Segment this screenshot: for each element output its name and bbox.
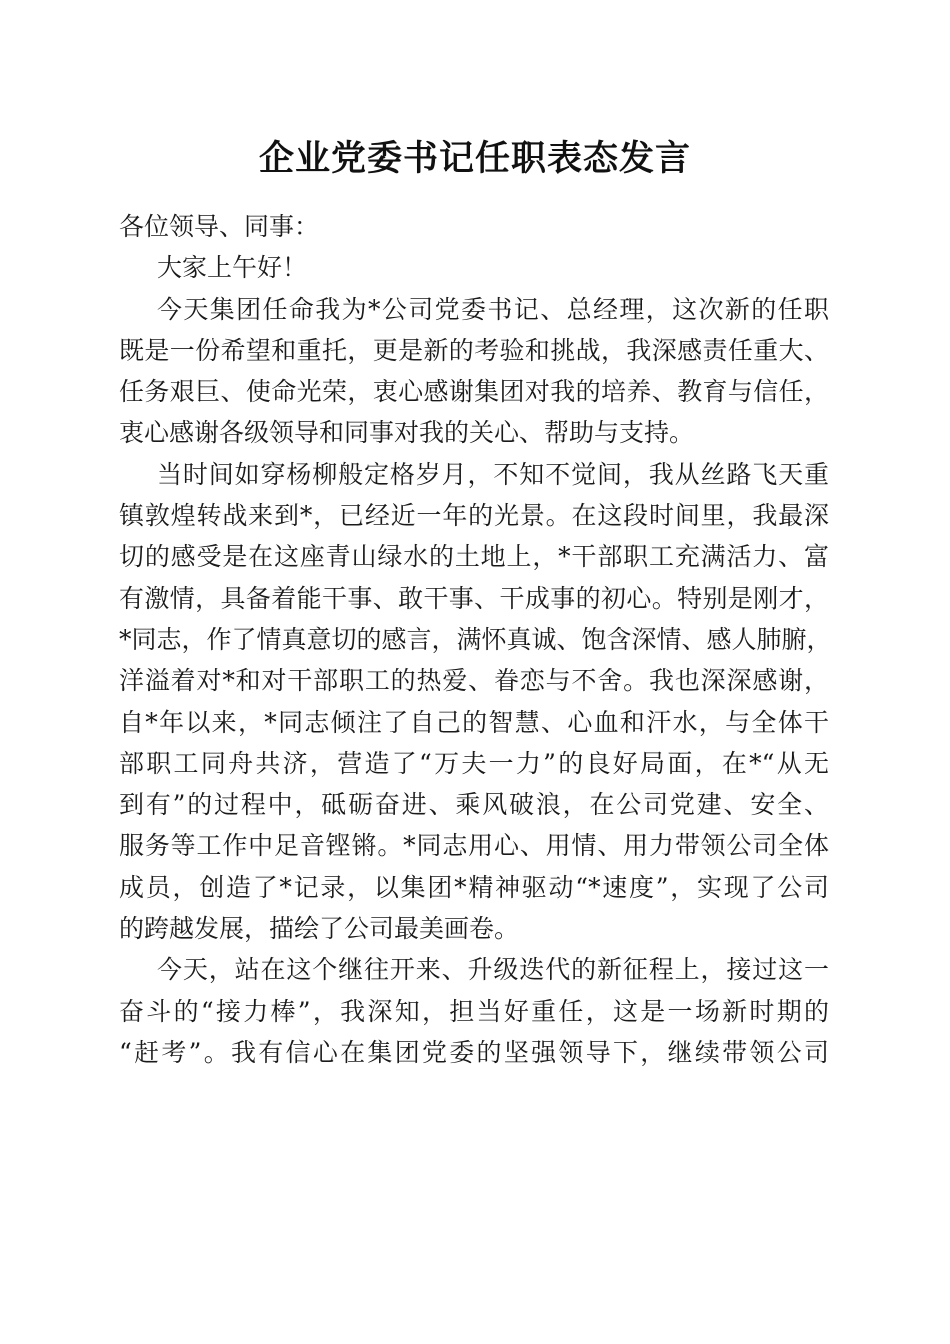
paragraph-line: 成员，创造了*记录，以集团*精神驱动“*速度”，实现了公司	[119, 872, 829, 902]
document-body	[119, 206, 832, 1073]
paragraph-line: 服务等工作中足音铿锵。*同志用心、用情、用力带领公司全体	[119, 831, 829, 861]
paragraph-line: 切的感受是在这座青山绿水的土地上，*干部职工充满活力、富	[119, 542, 829, 572]
paragraph-line: 当时间如穿杨柳般定格岁月，不知不觉间，我从丝路飞天重	[157, 459, 829, 489]
paragraph-line: 部职工同舟共济，营造了“万夫一力”的良好局面，在*“从无	[119, 748, 829, 778]
paragraph-line: “赶考”。我有信心在集团党委的坚强领导下，继续带领公司	[119, 1037, 829, 1067]
greeting-line: 大家上午好！	[157, 253, 308, 283]
paragraph-line: 镇敦煌转战来到*，已经近一年的光景。在这段时间里，我最深	[119, 501, 829, 531]
paragraph-line: 自*年以来，*同志倾注了自己的智慧、心血和汗水，与全体干	[119, 707, 829, 737]
document-title: 企业党委书记任职表态发言	[258, 138, 691, 179]
paragraph-line: 的跨越发展，描绘了公司最美画卷。	[119, 914, 520, 944]
paragraph-line: *同志，作了情真意切的感言，满怀真诚、饱含深情、感人肺腑，	[119, 624, 832, 654]
paragraph-line: 到有”的过程中，砥砺奋进、乘风破浪，在公司党建、安全、	[119, 790, 829, 820]
paragraph-line: 衷心感谢各级领导和同事对我的关心、帮助与支持。	[119, 418, 695, 448]
paragraph-line: 奋斗的“接力棒”，我深知，担当好重任，这是一场新时期的	[119, 996, 829, 1026]
paragraph-line: 既是一份希望和重托，更是新的考验和挑战，我深感责任重大、	[119, 335, 829, 365]
paragraph-line: 今天，站在这个继往开来、升级迭代的新征程上，接过这一	[157, 955, 829, 985]
paragraph-line: 有激情，具备着能干事、敢干事、干成事的初心。特别是刚才，	[119, 583, 829, 613]
paragraph-line: 今天集团任命我为*公司党委书记、总经理，这次新的任职	[157, 294, 829, 324]
paragraph-line: 洋溢着对*和对干部职工的热爱、眷恋与不舍。我也深深感谢，	[119, 666, 829, 696]
salutation-line: 各位领导、同事：	[119, 212, 320, 241]
paragraph-line: 任务艰巨、使命光荣，衷心感谢集团对我的培养、教育与信任，	[119, 377, 829, 407]
